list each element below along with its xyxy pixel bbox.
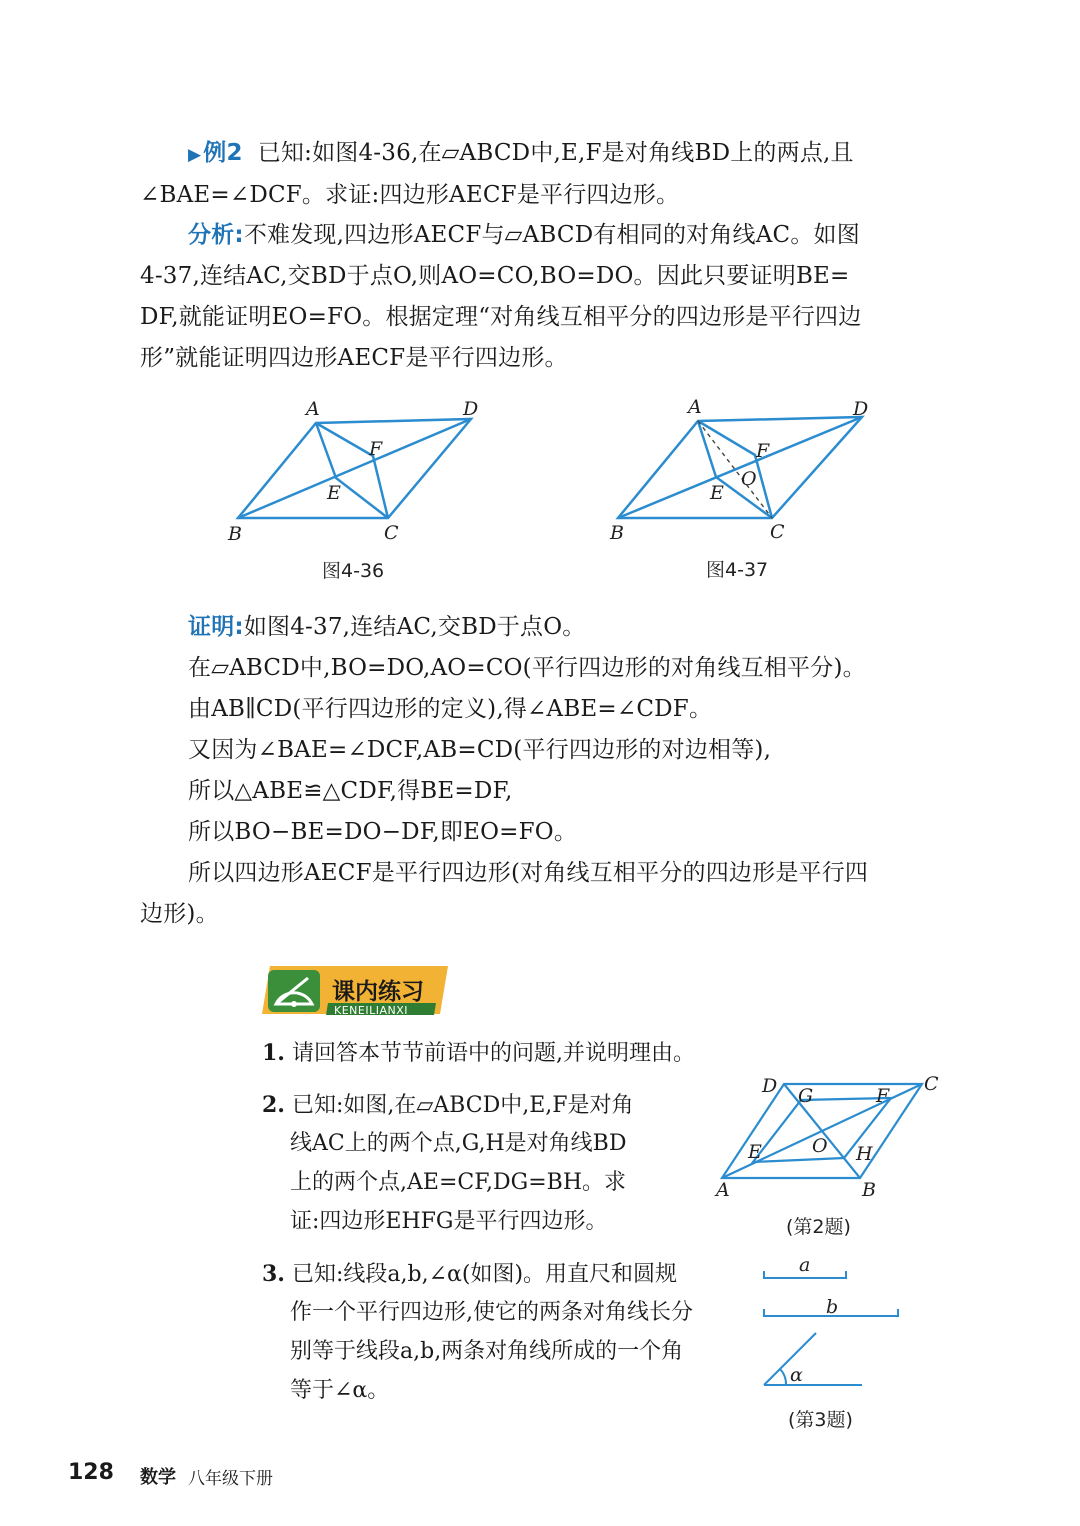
- fig1-label-f: F: [369, 438, 383, 460]
- analysis-line-4: 形”就能证明四边形AECF是平行四边形。: [140, 345, 568, 371]
- practice-subtitle: KENEILIANXI: [334, 1004, 408, 1017]
- question-3-figure: [756, 1255, 916, 1395]
- analysis-label: 分析:: [188, 222, 244, 248]
- question-2-line-3: 上的两个点,AE=CF,DG=BH。求: [290, 1170, 627, 1195]
- question-2-figure: [712, 1068, 952, 1208]
- question-2-line-1: [262, 1090, 634, 1121]
- analysis-line-1: [188, 220, 993, 250]
- question-1-text: 请回答本节节前语中的问题,并说明理由。: [291, 1041, 695, 1066]
- q2-label-o: O: [812, 1135, 828, 1157]
- fig1-label-b: B: [228, 523, 242, 545]
- q2-label-d: D: [762, 1075, 778, 1097]
- proof-text-1: 如图4-37,连结AC,交BD于点O。: [243, 614, 586, 640]
- question-1: [262, 1038, 695, 1069]
- fig1-label-e: E: [327, 482, 341, 504]
- example-line-2: ∠BAE=∠DCF。求证:四边形AECF是平行四边形。: [140, 182, 680, 208]
- figure-4-36-caption: 图4-36: [322, 560, 385, 582]
- question-3-number: 3.: [262, 1261, 285, 1287]
- proof-line-1: [188, 612, 993, 642]
- protractor-icon: [268, 970, 320, 1012]
- fig2-label-a: A: [688, 396, 702, 418]
- proof-label: 证明:: [188, 614, 244, 640]
- analysis-line-3: DF,就能证明EO=FO。根据定理“对角线互相平分的四边形是平行四边: [140, 304, 862, 330]
- example-label: 例2: [203, 140, 243, 166]
- proof-line-4: 又因为∠BAE=∠DCF,AB=CD(平行四边形的对边相等),: [188, 737, 772, 763]
- proof-line-3: 由AB∥CD(平行四边形的定义),得∠ABE=∠CDF。: [188, 696, 713, 722]
- triangle-marker-icon: ▶: [188, 145, 202, 165]
- footer-grade: 八年级下册: [188, 1469, 273, 1489]
- page-number: 128: [68, 1460, 114, 1485]
- question-3-text-1: 已知:线段a,b,∠α(如图)。用直尺和圆规: [291, 1262, 678, 1287]
- question-2-number: 2.: [262, 1092, 285, 1118]
- question-2-caption: (第2题): [786, 1216, 851, 1238]
- fig2-label-b: B: [610, 522, 624, 544]
- proof-line-8: 边形)。: [140, 901, 219, 927]
- proof-line-6: 所以BO−BE=DO−DF,即EO=FO。: [188, 819, 578, 845]
- diagonal-bd-2: [618, 417, 862, 518]
- q2-label-a: A: [716, 1179, 730, 1201]
- example-line-1: [188, 138, 993, 170]
- question-2-line-2: 线AC上的两个点,G,H是对角线BD: [290, 1131, 627, 1156]
- fig2-label-o: O: [741, 468, 757, 490]
- figure-4-37-caption: 图4-37: [706, 559, 769, 581]
- q2-label-e: E: [748, 1141, 762, 1163]
- question-3-line-4: 等于∠α。: [290, 1378, 390, 1403]
- footer-subject: 数学: [140, 1467, 176, 1488]
- fig1-label-a: A: [306, 398, 320, 420]
- question-3-line-1: [262, 1259, 677, 1290]
- proof-line-5: 所以△ABE≌△CDF,得BE=DF,: [188, 778, 513, 804]
- q2-label-c: C: [924, 1073, 939, 1095]
- question-3-line-2: 作一个平行四边形,使它的两条对角线长分: [290, 1300, 693, 1325]
- fig1-label-d: D: [463, 398, 479, 420]
- fig1-label-c: C: [384, 522, 399, 544]
- figure-4-37: [600, 395, 890, 555]
- angle-alpha-arc: [780, 1369, 786, 1385]
- question-2-text-1: 已知:如图,在▱ABCD中,E,F是对角: [291, 1093, 634, 1118]
- question-1-number: 1.: [262, 1040, 285, 1066]
- q2-label-f: F: [876, 1085, 890, 1107]
- q3-label-a: a: [799, 1254, 811, 1276]
- analysis-text-1: 不难发现,四边形AECF与▱ABCD有相同的对角线AC。如图: [243, 222, 860, 248]
- fig2-label-d: D: [853, 398, 869, 420]
- q2-label-g: G: [798, 1085, 814, 1107]
- fig2-label-c: C: [770, 521, 785, 543]
- practice-badge: [262, 964, 448, 1020]
- q3-label-alpha: α: [790, 1364, 803, 1386]
- q2-label-h: H: [856, 1143, 873, 1165]
- figure-4-36: [220, 395, 500, 555]
- question-3-line-3: 别等于线段a,b,两条对角线所成的一个角: [290, 1339, 684, 1364]
- fig2-label-e: E: [710, 482, 724, 504]
- q2-label-b: B: [862, 1179, 876, 1201]
- analysis-line-2: 4-37,连结AC,交BD于点O,则AO=CO,BO=DO。因此只要证明BE=: [140, 263, 850, 289]
- example-text-1: 已知:如图4-36,在▱ABCD中,E,F是对角线BD上的两点,且: [257, 140, 854, 166]
- fig2-label-f: F: [756, 440, 770, 462]
- diagonal-bd: [238, 419, 471, 518]
- practice-title: 课内练习: [332, 979, 424, 1005]
- question-2-line-4: 证:四边形EHFG是平行四边形。: [290, 1209, 608, 1234]
- proof-line-7: 所以四边形AECF是平行四边形(对角线互相平分的四边形是平行四: [188, 860, 869, 886]
- proof-line-2: 在▱ABCD中,BO=DO,AO=CO(平行四边形的对角线互相平分)。: [188, 655, 866, 681]
- question-3-caption: (第3题): [788, 1409, 853, 1431]
- q3-label-b: b: [826, 1296, 839, 1318]
